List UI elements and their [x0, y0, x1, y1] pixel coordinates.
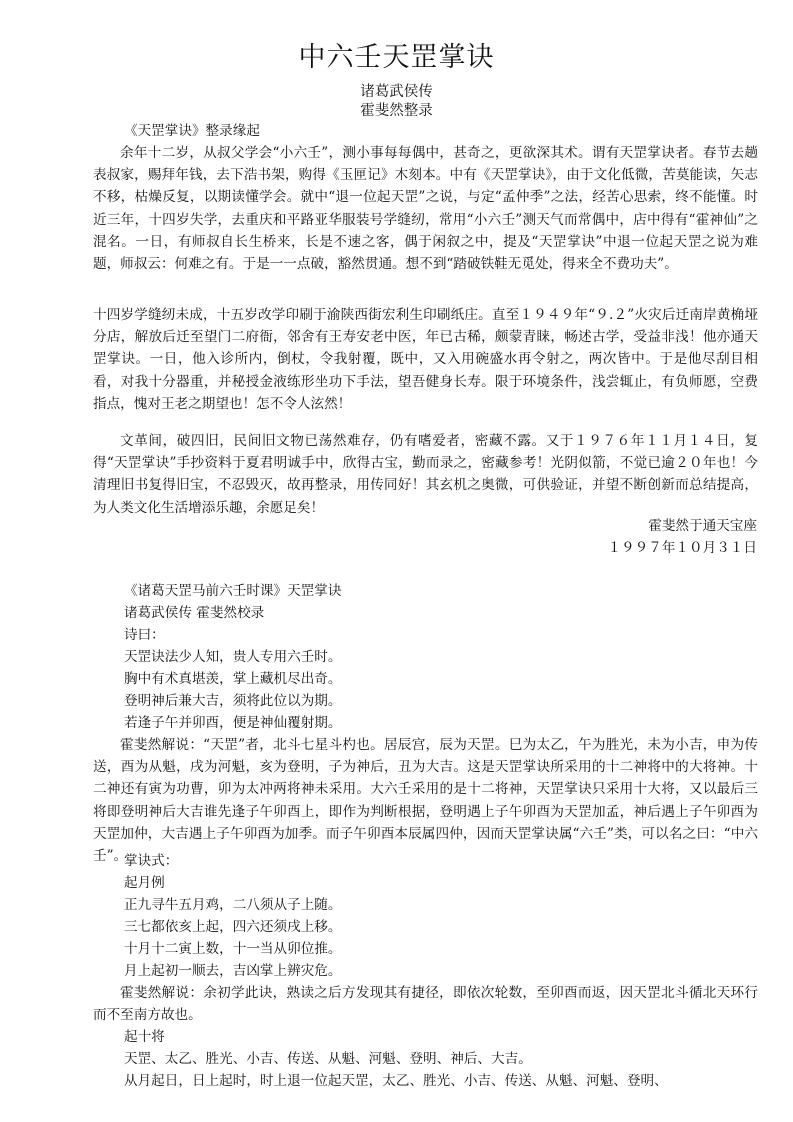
ten-generals-label: 起十将: [124, 1029, 165, 1045]
month-line: 十月十二寅上数，十一当从卯位推。: [124, 941, 342, 957]
preface-paragraph-2: 十四岁学缝纫未成，十五岁改学印刷于渝陕西街宏利生印刷纸庄。直至１９４９年“９.２”火灾后迁南岸黄桷垭分店，解放后迁至望门二府衙，邻舍有王寿安老中医，年已古稀，颇蒙青睐，畅述古学，受益非浅！他亦通天罡掌诀。一日，他入诊所内，倒杖，令我射覆，既中，又入用碗盛水再令射之，两次皆中。于是他尽刮目相看，对我十分器重，并秘授金液练形坐功下手法，望吾健身长寿。限于环境条件，浅尝辄止，有负师愿，空费指点，愧对王老之期望也！怎不令人泫然！: [93, 307, 758, 412]
month-line: 正九寻牛五月鸡，二八须从子上随。: [124, 897, 342, 913]
section-title: 《诸葛天罡马前六壬时课》天罡掌诀: [124, 583, 342, 599]
section-author: 诸葛武侯传 霍斐然校录: [124, 605, 265, 621]
poem-line: 登明神后兼大吉，须将此位以为期。: [124, 693, 342, 709]
month-line: 月上起初一顺去，吉凶掌上辨灾危。: [124, 963, 342, 979]
poem-line: 胸中有术真堪羡，掌上藏机尽出奇。: [124, 671, 342, 687]
month-line: 三七都依亥上起，四六还须戌上移。: [124, 919, 342, 935]
document-title: 中六壬天罡掌诀: [298, 42, 495, 73]
formula-label: 掌诀式：: [124, 853, 179, 869]
preface-paragraph-3: 文革间，破四旧，民间旧文物已荡然难存，仍有嗜爱者，密藏不露。又于１９７６年１１月１４日，复得“天罡掌诀”手抄资料于夏君明诚手中，欣得古宝，勤而录之，密藏参考！光阴似箭，不觉已逾２０年也！今清理旧书复得旧宝，不忍毁灭，故再整录，用传同好！其玄机之奥微，可供验证，并望不断创新而总结提高，为人类文化生活增添乐趣，余愿足矣！: [93, 433, 758, 516]
poem-label: 诗曰：: [124, 627, 165, 643]
date: １９９７年１０月３１日: [607, 540, 757, 556]
last-line: 从月起日，日上起时，时上退一位起天罡，太乙、胜光、小吉、传送、从魁、河魁、登明、: [124, 1073, 668, 1089]
explanation-1: 霍斐然解说：“天罡”者，北斗七星斗杓也。居辰宫，辰为天罡。巳为太乙，午为胜光，未为小吉，申为传送，酉为从魁，戌为河魁，亥为登明，子为神后，丑为大吉。这是天罡掌诀所采用的十二神将中的大将神。十二神还有寅为功曹，卯为太冲两将神未采用。大六壬采用的是十二将神，天罡掌诀只采用十大将，又以最后三将即登明神后大吉谁先逢子午卯酉上，即作为判断根据，登明遇上子午卯酉为天罡加孟，神后遇上子午卯酉为天罡加仲，大吉遇上子午卯酉为加季。而子午卯酉本辰属四仲，因而天罡掌诀属“六壬”类，可以名之曰：“中六壬”。: [93, 737, 758, 865]
signature: 霍斐然于通天宝座: [648, 518, 757, 534]
explanation-2: 霍斐然解说：余初学此诀，熟读之后方发现其有捷径，即依次轮数，至卯酉而返，因天罡北斗循北天环行而不至南方故也。: [93, 985, 758, 1024]
poem-line: 天罡诀法少人知，贵人专用六壬时。: [124, 649, 342, 665]
poem-line: 若逢子午并卯酉，便是神仙覆射期。: [124, 715, 342, 731]
preface-paragraph-1: 余年十二岁，从叔父学会“小六壬”，测小事每每偶中，甚奇之，更欲深其术。谓有天罡掌诀者。春节去趟表叔家，赐拜年钱，去下浩书架，购得《玉匣记》木刻本。中有《天罡掌诀》，由于文化低微，苦莫能读，矢志不移，枯燥反复，以期读懂学会。就中“退一位起天罡”之说，与定“孟仲季”之法，经苦心思索，终不能懂。时近三年，十四岁失学，去重庆和平路亚华服装号学缝纫，常用“小六壬”测天气而常偶中，店中得有“霍神仙”之混名。一日，有师叔自长生桥来，长是不速之客，偶于闲叙之中，提及“天罡掌诀”中退一位起天罡之说为难题，师叔云：何难之有。于是一一点破，豁然贯通。想不到“踏破铁鞋无觅处，得来全不费功夫”。: [93, 145, 758, 273]
preface-heading: 《天罡掌诀》整录缘起: [124, 123, 260, 139]
author-line: 诸葛武侯传: [360, 84, 433, 100]
month-label: 起月例: [124, 875, 165, 891]
editor-line: 霍斐然整录: [360, 103, 433, 119]
ten-generals-list: 天罡、太乙、胜光、小吉、传送、从魁、河魁、登明、神后、大吉。: [124, 1051, 532, 1067]
